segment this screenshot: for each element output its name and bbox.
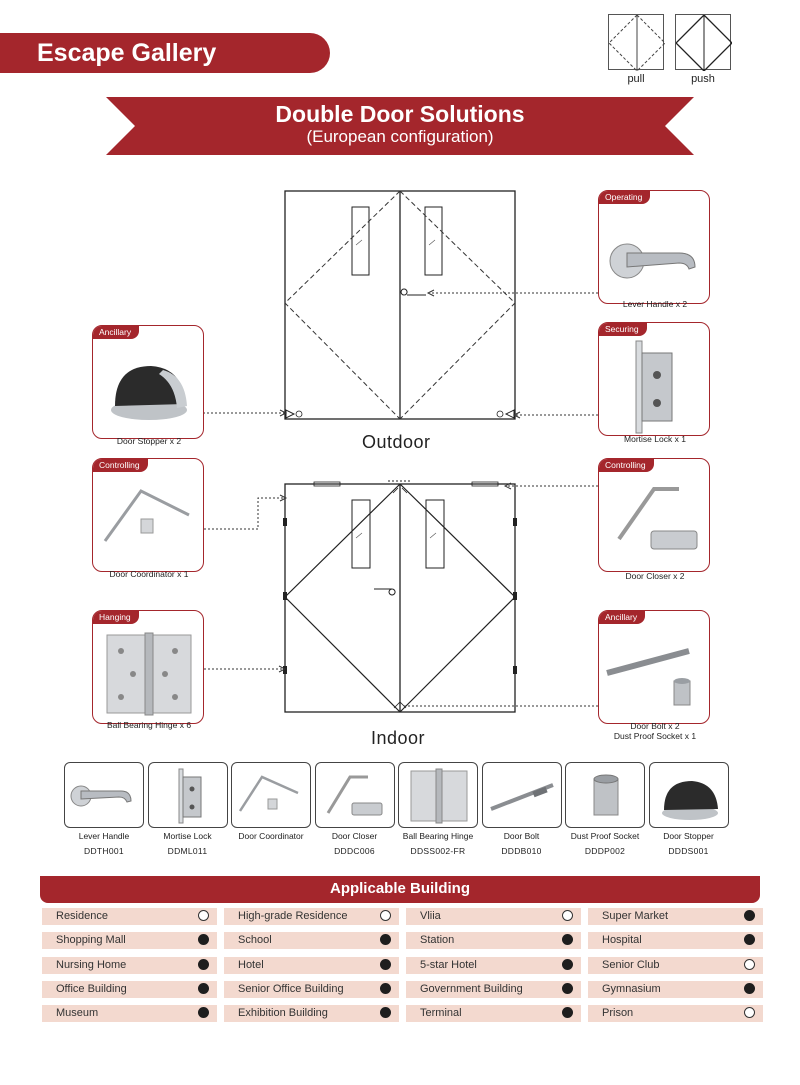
building-cell — [224, 1005, 399, 1022]
banner-subtitle: (European configuration) — [306, 127, 494, 146]
building-label: Vliia — [420, 910, 441, 922]
filled-dot-icon — [198, 1007, 209, 1018]
building-cell — [224, 957, 399, 974]
controlling-closer-card — [598, 458, 710, 572]
product-name: Lever Handle — [78, 831, 130, 841]
product-card — [231, 762, 311, 828]
product-code: DDDS001 — [668, 846, 709, 856]
building-label: Super Market — [602, 910, 669, 922]
controlling-closer-caption: Door Closer x 2 — [625, 571, 685, 581]
product-name: Dust Proof Socket — [570, 831, 640, 841]
door-coordinator-icon — [232, 763, 310, 827]
product-card — [565, 762, 645, 828]
product-card — [649, 762, 729, 828]
controlling-closer-category: Controlling — [599, 459, 654, 472]
empty-dot-icon — [744, 1007, 755, 1018]
product-name: Door Coordinator — [238, 831, 304, 841]
hanging-category: Hanging — [93, 611, 139, 624]
mortise-lock-icon — [599, 323, 710, 436]
filled-dot-icon — [198, 934, 209, 945]
outdoor-door-drawing — [285, 191, 515, 419]
building-label: Senior Office Building — [238, 982, 344, 995]
building-label: Nursing Home — [56, 958, 127, 971]
operating-caption: Lever Handle x 2 — [622, 299, 688, 309]
building-label: High-grade Residence — [238, 910, 348, 922]
filled-dot-icon — [380, 1007, 391, 1018]
building-cell — [406, 908, 581, 925]
building-label: Residence — [56, 910, 108, 922]
outdoor-label: Outdoor — [362, 432, 431, 452]
filled-dot-icon — [198, 983, 209, 994]
product-card — [148, 762, 228, 828]
building-cell — [406, 1005, 581, 1022]
ancillary-bolt-caption-2: Dust Proof Socket x 1 — [613, 731, 697, 741]
building-cell — [406, 957, 581, 974]
empty-dot-icon — [380, 910, 391, 921]
indoor-door-drawing — [283, 481, 517, 712]
filled-dot-icon — [744, 983, 755, 994]
building-label: Senior Club — [602, 958, 660, 971]
empty-dot-icon — [198, 910, 209, 921]
door-bolt-icon — [483, 763, 561, 827]
building-cell — [224, 908, 399, 925]
filled-dot-icon — [198, 959, 209, 970]
controlling-coordinator-category: Controlling — [93, 459, 148, 472]
filled-dot-icon — [562, 959, 573, 970]
ancillary-bolt-category: Ancillary — [599, 611, 645, 624]
product-card — [398, 762, 478, 828]
pull-label: pull — [627, 73, 645, 85]
mortise-lock-icon — [149, 763, 227, 827]
lever-handle-icon — [599, 191, 710, 304]
building-cell — [588, 1005, 763, 1022]
operating-category: Operating — [599, 191, 650, 204]
filled-dot-icon — [380, 959, 391, 970]
applicable-header — [40, 876, 760, 903]
building-label: Museum — [56, 1007, 99, 1020]
product-code: DDML011 — [167, 846, 208, 856]
product-card — [64, 762, 144, 828]
securing-caption: Mortise Lock x 1 — [624, 434, 686, 444]
securing-card — [598, 322, 710, 436]
filled-dot-icon — [562, 934, 573, 945]
product-code: DDSS002-FR — [410, 846, 466, 856]
hanging-card — [92, 610, 204, 724]
building-cell — [224, 981, 399, 998]
building-cell — [42, 981, 217, 998]
building-cell — [42, 1005, 217, 1022]
building-label: Exhibition Building — [238, 1007, 328, 1020]
operating-card — [598, 190, 710, 304]
building-cell — [42, 932, 217, 949]
product-code: DDDB010 — [501, 846, 542, 856]
product-code: DDDP002 — [584, 846, 626, 856]
product-name: Ball Bearing Hinge — [402, 831, 474, 841]
filled-dot-icon — [744, 934, 755, 945]
building-cell — [588, 932, 763, 949]
building-cell — [588, 908, 763, 925]
empty-dot-icon — [562, 910, 573, 921]
dust-socket-icon — [566, 763, 644, 827]
building-label: Shopping Mall — [56, 934, 126, 947]
building-cell — [42, 908, 217, 925]
building-label: Prison — [602, 1007, 634, 1020]
banner-title: Double Door Solutions — [275, 101, 525, 127]
hinge-icon — [399, 763, 477, 827]
door-stopper-icon — [93, 326, 204, 439]
hanging-caption: Ball Bearing Hinge x 6 — [106, 720, 192, 730]
filled-dot-icon — [744, 910, 755, 921]
door-closer-icon — [599, 459, 710, 572]
product-card — [315, 762, 395, 828]
building-cell — [588, 957, 763, 974]
securing-category: Securing — [599, 323, 647, 336]
building-cell — [406, 981, 581, 998]
building-cell — [406, 932, 581, 949]
hinge-icon — [93, 611, 204, 724]
door-coordinator-icon — [93, 459, 204, 572]
building-cell — [224, 932, 399, 949]
controlling-coordinator-card — [92, 458, 204, 572]
product-name: Door Bolt — [503, 831, 540, 841]
ancillary-bolt-caption-1: Door Bolt x 2 — [630, 721, 680, 731]
filled-dot-icon — [562, 1007, 573, 1018]
building-label: Hospital — [602, 934, 642, 947]
ancillary-stopper-caption: Door Stopper x 2 — [116, 436, 182, 446]
product-code: DDDC006 — [334, 846, 375, 856]
product-name: Mortise Lock — [163, 831, 212, 841]
building-label: 5-star Hotel — [420, 958, 477, 971]
building-label: School — [238, 934, 272, 947]
empty-dot-icon — [744, 959, 755, 970]
product-card — [482, 762, 562, 828]
controlling-coordinator-caption: Door Coordinator x 1 — [109, 569, 189, 579]
ancillary-stopper-category: Ancillary — [93, 326, 139, 339]
door-stopper-icon — [650, 763, 728, 827]
building-cell — [588, 981, 763, 998]
product-code: DDTH001 — [84, 846, 124, 856]
lever-handle-icon — [65, 763, 143, 827]
push-label: push — [691, 73, 715, 85]
building-label: Gymnasium — [602, 982, 661, 995]
filled-dot-icon — [380, 983, 391, 994]
filled-dot-icon — [380, 934, 391, 945]
building-label: Station — [420, 934, 455, 947]
building-label: Terminal — [420, 1007, 462, 1020]
header-title: Escape Gallery — [37, 39, 217, 67]
building-label: Office Building — [56, 982, 127, 995]
product-name: Door Stopper — [663, 831, 714, 841]
building-cell — [42, 957, 217, 974]
door-closer-icon — [316, 763, 394, 827]
applicable-title: Applicable Building — [329, 880, 470, 897]
door-bolt-icon — [599, 611, 710, 724]
product-name: Door Closer — [331, 831, 378, 841]
building-label: Hotel — [238, 958, 264, 971]
indoor-label: Indoor — [371, 728, 426, 748]
building-label: Government Building — [420, 982, 523, 995]
ancillary-stopper-card — [92, 325, 204, 439]
ancillary-bolt-card — [598, 610, 710, 724]
filled-dot-icon — [562, 983, 573, 994]
